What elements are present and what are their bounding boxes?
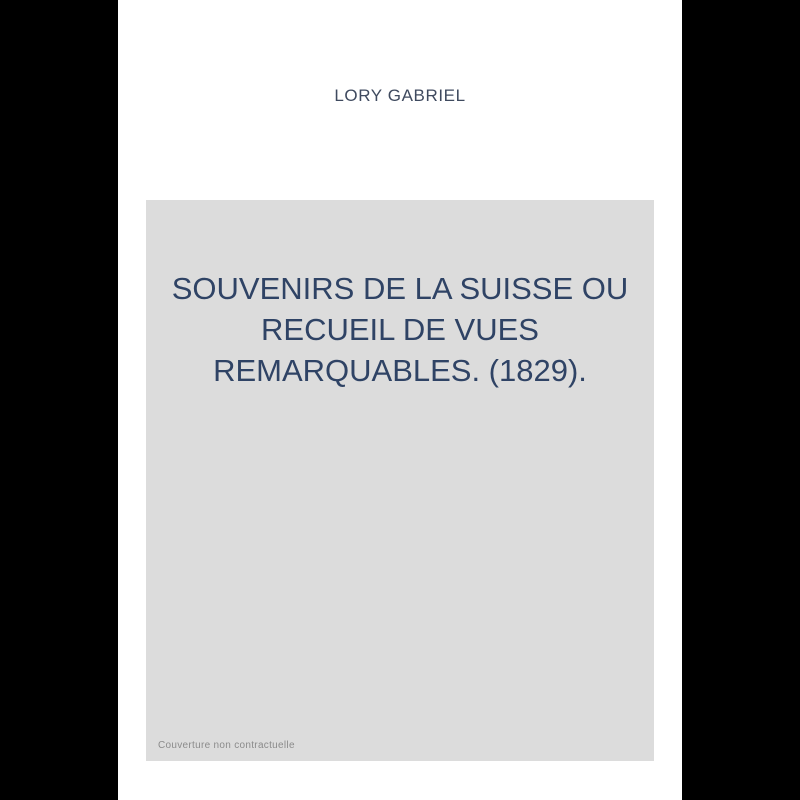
left-frame-bar xyxy=(0,0,118,800)
cover-sheet xyxy=(118,0,682,800)
cover-disclaimer: Couverture non contractuelle xyxy=(158,740,295,751)
cover-illustration-placeholder xyxy=(146,200,654,761)
author-name: LORY GABRIEL xyxy=(334,86,466,105)
book-title: SOUVENIRS DE LA SUISSE OU RECUEIL DE VUES REMARQUABLES. (1829). xyxy=(171,271,629,388)
right-frame-bar xyxy=(682,0,800,800)
